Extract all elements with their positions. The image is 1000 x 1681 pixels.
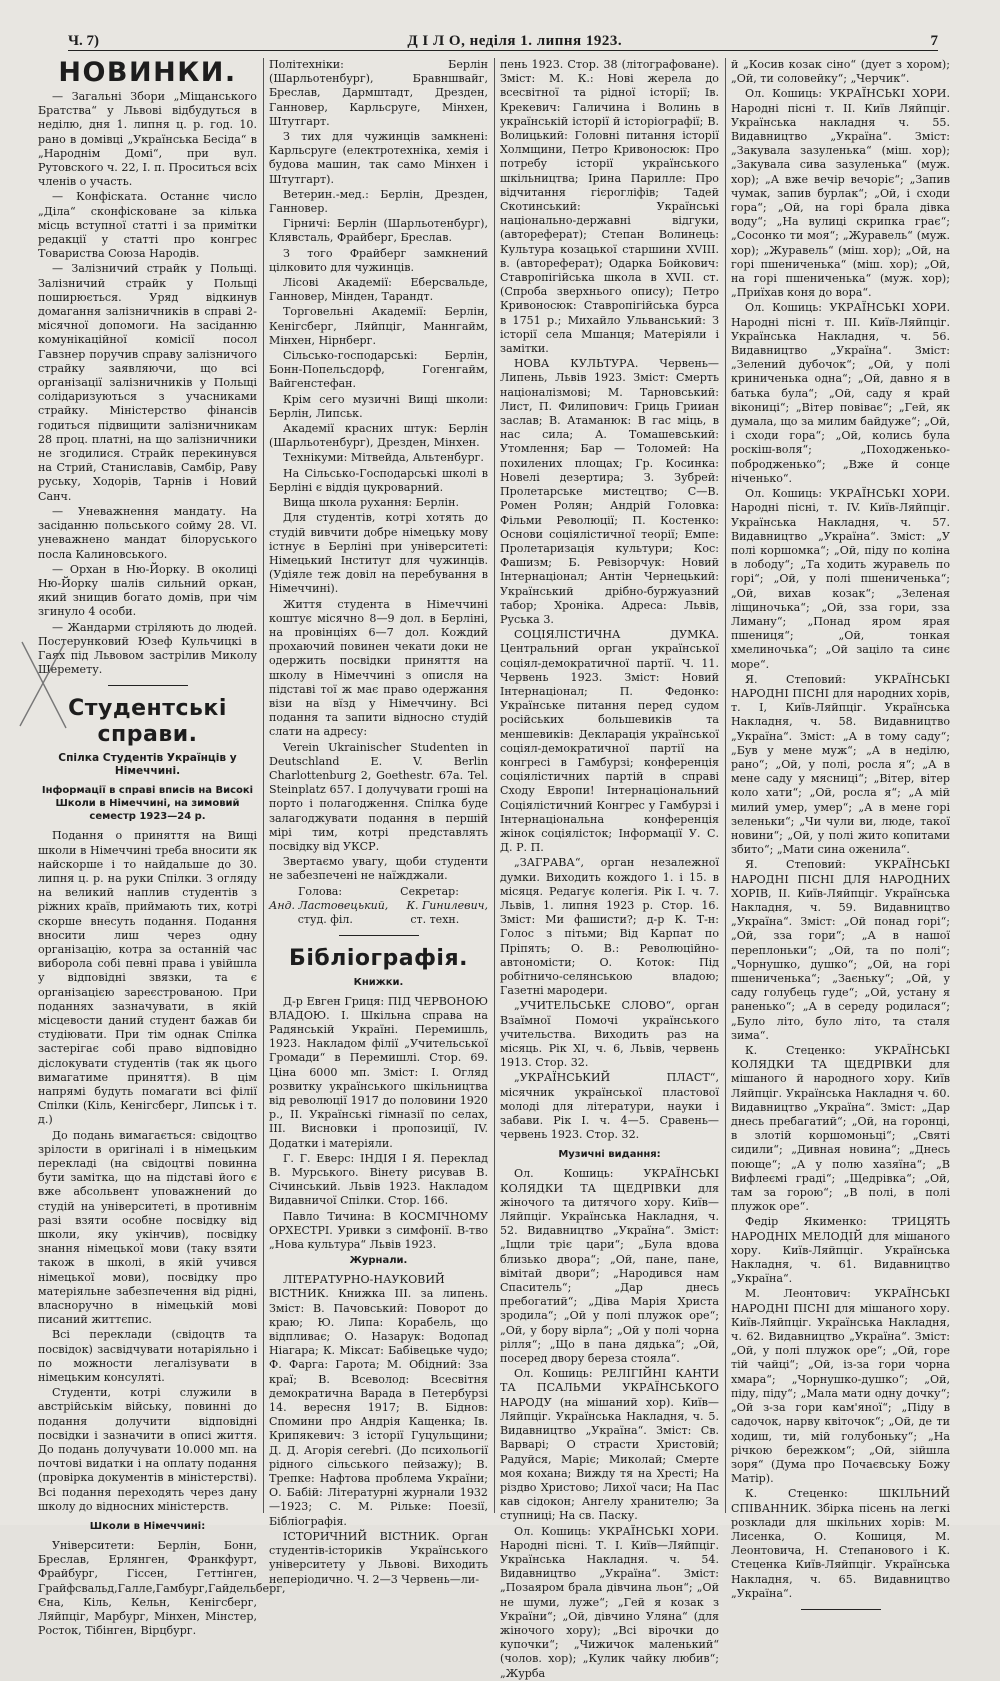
- school-list: Торговельні Академії: Берлін, Кенігсберг, Ляйпціг, Маннгайм, Мінхен, Нірнберг.: [269, 305, 488, 347]
- newspaper-title-date: Д І Л О, неділя 1. липня 1923.: [407, 33, 623, 49]
- signature-title: Голова:: [298, 884, 343, 898]
- music-entry: К. Стеценко: УКРАЇНСЬКІ КОЛЯДКИ ТА ЩЕДРІВКИ для мішаного й народного хору. Київ Ляйпціг. Українська Накладня ч. 60. Видавництво „Україна“. Зміст: „Дар днесь пребагатий“; „Ой, на горонці, в злотій коршомоньці“; „Святі сидили“; „Дивная новина“; „Днесь поюще“; „А у полю хазяїна“; „В Вифлеємі граді“; „Щедрівка“; „Ой, там за горою“; „В полі, в полі плужок оре“.: [731, 1044, 950, 1214]
- article-paragraph: Життя студента в Німеччині коштує місячно 8—9 дол. в Берліні, на провінціях 6—7 дол. Кождий прохаючий повинен чекати доки не одержить посвідки приняття на школу в Німеччині з описля на підставі тої ж має право одержання візи на вїзд у Німеччину. Всі подання та запити відносно студій слати на адресу:: [269, 597, 488, 739]
- news-item: — Жандарми стріляють до людей. Постерунковий Юзеф Кульчицкі в Гаях під Львовом застрілив Миколу Шеремету.: [38, 620, 257, 677]
- news-item: — Орхан в Ню-Йорку. В околиці Ню-Йорку шалів сильний оркан, який знищив богато домів, при чім згинуло 4 особи.: [38, 562, 257, 619]
- signature-role: студ. філ.: [297, 912, 353, 926]
- music-entry: Ол. Кошиць: УКРАЇНСЬКІ ХОРИ. Народні пісні, т. IV. Київ-Ляйпціг. Українська Накладня, ч. 57. Видавництво „Україна“. Зміст: „У полі коршомка“; „Ой, піду по коліна в лободу“; „Та ходить журавель по горі“; „Ой, у полі пшениченька“; „Ой, вихав козак“; „Зеленая ліщиночька“; „Ой, зза гори, зза Лиману“; „Понад яром ярая пшениця“; „Ой, тонкая хмелиночька“; „Ой заціло та синє море“.: [731, 487, 950, 671]
- signature-row: [269, 885, 488, 899]
- article-paragraph: Студенти, котрі служили в австрійськім війську, повинні до подання долучити відповідні посвідки і зазначити в описі життя. До подань долучувати 10.000 мп. на почтові видатки і на оплату подання (провірка документів в міністерстві). Всі подання переходять через данy школу до відносних міністерств.: [38, 1386, 257, 1513]
- students-heading: Студентські справи.: [68, 696, 227, 748]
- article-paragraph: Звертаємо увагу, щоби студенти не забезпечені не наїжджали.: [269, 855, 488, 883]
- school-list: На Сільсько-Господарські школі в Берліні є віддія цукроварний.: [269, 466, 488, 494]
- article-paragraph: Для студентів, котрі хотять до студій вивчити добре німецьку мову істнує в Берліні при університеті: Німецький Інститут для чужинців. (Удіяле теж довіл на перебування в Німеччині).: [269, 511, 488, 596]
- signature-row: [269, 913, 488, 927]
- book-entry: Павло Тичина: В КОСМІЧНОМУ ОРХЕСТРІ. Уривки з симфонії. В-тво „Нова культура“ Львів 1923.: [269, 1209, 488, 1252]
- music-subheading: Музичні видання:: [558, 1149, 661, 1161]
- column-4: [731, 58, 950, 1600]
- address-block: Verein Ukrainischer Studenten in Deutschland E. V. Berlin Charlottenburg 2, Goethestr. 67a. Tel. Steinplatz 657. І долучувати гроші на порто і полагодження. Спілка буде залагоджувати подання в першій мірі тим, котрі представлять посвідку від УКСР.: [269, 740, 488, 853]
- school-list: Технікуми: Мітвейда, Альтенбург.: [283, 451, 484, 465]
- section-divider: [339, 935, 419, 936]
- school-list: Вища школа рухання: Берлін.: [283, 496, 459, 510]
- section-divider: [801, 1609, 881, 1610]
- music-entry: Я. Степовий: УКРАЇНСЬКІ НАРОДНІ ПІСНІ для народних хорів, т. І, Київ-Ляйпціг. Українська Накладня, ч. 58. Видавництво „Україна“. Зміст: „А в тому саду“; „Був у мене муж“; „А в неділю, рано“; „Ой, у полі, росла я“; „А в мене саду у мясниці“; „Вітер, вітер коло хати“; „Ой, росла я“; „А мій милий умер, умер“; „А в мене горі зеленьки“; „Чи чули ви, люде, такої новини“; „Ой, у полі жито копитами збито“; „Мати сина оженила“.: [731, 672, 950, 857]
- music-entry: Я. Степовий: УКРАЇНСЬКІ НАРОДНІ ПІСНІ ДЛЯ НАРОДНИХ ХОРІВ, ІІ. Київ-Ляйпціг. Українська Накладня, ч. 59. Видавництво „Україна“. Зміст: „Ой понад горі“; „Ой, зза гори“; „А в нашої переплоньки“; „Ой, та по полі“; „Чорнушко, душко“; „Ой, на горі пшениченька“; „Заєньку“; „Ой, у саду голубець гуде“; „Ой, устану я раненько“; „А в середу родилася“; „Було літо, було літо, та сталя зима“.: [731, 858, 950, 1042]
- journals-subheading: Журнали.: [349, 1255, 408, 1267]
- signature-title: Секретар:: [400, 884, 459, 898]
- school-list: Ветерин.-мед.: Берлін, Дрезден, Ганновер.: [269, 187, 488, 216]
- music-entry: Ол. Кошиць: УКРАЇНСЬКІ КОЛЯДКИ ТА ЩЕДРІВКИ для жіночого та дитячого хору. Київ—Ляйпціг. Українська Накладня, ч. 52. Видавництво „Україна“. Зміст: „Іщли трiє цари“; „Була вдова близько двора“; „Ой, пане, пане, вімітай двори“; „Народився нам Спаситель“; „Дар днесь пребогатий“; „Діва Марія Христа зродила“; „Ой у полі плужок оре“; „Ой, у бору вірла“; „Ой у полі чорна рілля“; „Що в пана дядька“; „Ой, посеред двору береза стояла“.: [500, 1167, 719, 1366]
- journal-entry: „ЗАГРАВА“, орган незалежної думки. Виходить кождого 1. і 15. в місяця. Редагує колегія. Рік І. ч. 7. Львів, 1. липня 1923 р. Стор. 16. Зміст: Ми фашисти?; д-р К. Т-н: Голос з пітьми; Від Карпат по Пріпять; О. В.: Революційно-автономісти; О. Коток: Під робітничо-селянською владою; Газетні мародери.: [500, 856, 719, 998]
- music-entry: М. Леонтович: УКРАЇНСЬКІ НАРОДНІ ПІСНІ для мішаного хору. Київ-Ляйпціг. Українська Накладня, ч. 62. Видавництво „Україна“. Зміст: „Ой, у полі плужок оре“; „Ой, горе тій чайці“; „Ой, із-за гори чорна хмара“; „Чорнушко-душко“; „Ой, піду, піду“; „Мала мати одну дочку“; „Ой з-за гори кам'яної“; „Піду в садочок, нарву квіточок“; „Ой, де ти ходиш, ти, мій голубоньку“; „На річкою бережком“; „Ой, зійшла зоря“ (Дума про Почаєвську Божу Матір).: [731, 1287, 950, 1486]
- journal-entry: пень 1923. Стор. 38 (літографоване). Зміст: М. К.: Нові жерела до всесвітної та рідної історії; Ів. Крекевич: Галичина і Волинь в українській історії й історіографії; В. Волицький: Головні питання історії Холмщини, Петро Кривоносюк: Про потребу історії українського шкільництва; Ірина Парилле: Про відчитання гієрогліфів; Тадей Скотинський: Українські національно-державні відгуки, (автореферат); Степан Волинець: Культура козацької старшини XVIII. в. (автореферат); Одарка Бойкович: Ставропігійська школа в XVII. ст. (Спроба зверхнього опису); Петро Кривоносюк: Ставропігійська бурса в 1751 р.; Михайло Ульванський: З історії села Мшанця; Матеріяли і замітки.: [500, 58, 719, 356]
- pencil-x-mark-icon: [14, 636, 74, 736]
- school-list: Лісові Академії: Еберсвальде, Ганновер, Мінден, Тарандт.: [269, 276, 488, 304]
- news-item: — Загальні Збори „Міщанського Братства“ у Львові відбудуться в неділю, дня 1. липня ц. р. год. 10. рано в домівці „Українська Бесіда“ в „Народнім Домі“, при вул. Рутовского ч. 22, І. п. Проситься всіх членів о участь.: [38, 90, 257, 189]
- article-paragraph: Подання о приняття на Вищі школи в Німеччині треба вносити як найскорше і то найдальше до 30. липня ц. р. на руки Спілки. З огляду на великий наплив студентів з ріжних країв, приймають тих, котрі скорше внесуть подання. Подання вносити лиш через одну організацію, котра за останній час виборола собі певні права і увійшла у відповідні звязки, та є організацією зареєстрованою. При поданнях зазначувати, в якій місцевости даний студент бажав би студіювати. При тім однак Спілка застерігає собі право відповідно діслокувати студентів (так як цього вимагатиме приняття). В цім напрямі будуть помагати всі філії Спілки (Кіль, Кенігсберг, Липськ і т. д.): [38, 829, 257, 1127]
- article-paragraph: Всі переклади (свідоцтв та посвідок) засвідчувати нотаріяльно і по можности легалізувати в німецьким консуляті.: [38, 1328, 257, 1385]
- music-entry: й „Косив козак сіно“ (дует з хором); „Ой, ти соловейку“; „Черчик“.: [731, 58, 950, 86]
- signature-name: Анд. Ластовецький,: [269, 898, 389, 912]
- column-2: [269, 58, 488, 1586]
- masthead: [68, 28, 938, 51]
- columns: [38, 57, 950, 1680]
- news-heading: НОВИНКИ.: [58, 57, 237, 88]
- page-number: 7: [930, 33, 938, 49]
- journal-entry: „УКРАЇНСЬКИЙ ПЛАСТ“, місячник української пластової молоді для літератури, науки і забави. Рік І. ч. 4—5. Сравень—червень 1923. Стор. 32.: [500, 1071, 719, 1142]
- news-item: — Конфіската. Останнє число „Діла“ сконфісковане за кілька місць вступної статті і за примітки редакції у статті про конгрес Товариства Союза Народів.: [38, 190, 257, 261]
- bibliography-heading: Бібліографія.: [289, 945, 468, 971]
- music-entry: Ол. Кошиць: УКРАЇНСЬКІ ХОРИ. Народні пісні. Т. І. Київ—Ляйпціг. Українська Накладня. ч. 54. Видавництво „Україна“. Зміст: „Позаяром брала дівчина льон“; „Ой не шуми, луже“; „Гей я козак з України“; „Ой, дівчино Уляна“ (для жіночого хору); „Всі вірочки до купочки“; „Чижичок маленький“ (чолов. хор); „Кулик чайку любив“; „Журба: [500, 1524, 719, 1680]
- issue-number: Ч. 7): [68, 33, 100, 49]
- column-3: [500, 58, 719, 1680]
- school-list: Гірничі: Берлін (Шарльотенбург), Клявсталь, Фрайберг, Бреслав.: [269, 217, 488, 245]
- journal-entry: ЛІТЕРАТУРНО-НАУКОВИЙ ВІСТНИК. Книжка ІІІ. за липень. Зміст: В. Пачовський: Поворот до краю; Ю. Липа: Корабель, що відпливає; О. Назарук: Водопад Ніагара; К. Міксат: Бабівецьке чудо; Ф. Фарга: Гарота; М. Обідний: Зза краї; В. Всеволод: Всесвітня демократична Варада в Петербурзі 14. вересня 1917; В. Біднов: Спомини про Андрія Кащенка; Ів. Крипякевич: З історії Гуцульщини; Д. Д. Агорія cerebri. (До психольогії рідного сільського пейзажу); В. Трепке: Нафтова проблема України; О. Бабій: Літературні журнали 1932—1923; С. М. Рільке: Поезії, Бібліографія.: [269, 1273, 488, 1528]
- journal-entry: СОЦІЯЛІСТИЧНА ДУМКА. Центральний орган української соціял-демократичної партії. Ч. 11. Червень 1923. Зміст: Новий Інтернаціонал; П. Федонко: Українське питання перед судом російських большевиків та меншевиків: Декларація української соціял-демократичної партії на конгресі в Гамбурзі; конференція соціялістичних партій в справі Сходу Европи! Інтернаціональний Соціялістичний Конгрес у Гамбурзі і Інтернаціональна конференція жінок соціялісток; Інформації У. С. Д. Р. П.: [500, 628, 719, 855]
- signature-row: [269, 899, 488, 913]
- music-entry: Федір Якименко: ТРИЦЯТЬ НАРОДНІХ МЕЛОДІЙ для мішаного хору. Київ-Ляйпціг. Українська Накладня, ч. 61. Видавництво „Україна“.: [731, 1215, 950, 1286]
- info-subheading: Інформації в справі вписів на Високі Школи в Німеччині, на зимовий семестр 1923—24 р.: [41, 785, 254, 823]
- school-list: З того Фрайберг замкнений цілковито для чужинців.: [269, 246, 488, 274]
- book-entry: Д-р Евген Гриця: ПІД ЧЕРВОНОЮ ВЛАДОЮ. І. Шкільна справа на Радянській Україні. Перемишль, 1923. Накладом філії „Учительської Громади“ в Перемишлі. Стор. 69. Ціна 6000 мп. Зміст: І. Огляд розвитку українського шкільництва від революції 1917 до половини 1920 р., ІІ. Українські гімназії по селах, ІІІ. Висновки і пропозиції, IV. Додатки і матеріяли.: [269, 994, 488, 1150]
- article-paragraph: Університети: Берлін, Бонн, Бреслав, Ерлянген, Франкфурт, Фрайбург, Гіссен, Геттінген, Грайфсвальд,Галле,Гамбург,Гайдельберг, Єна, Кіль, Кельн, Кенігсберг, Ляйпціг, Марбург, Мінхен, Мінстер, Росток, Тібінген, Вірцбург.: [38, 1539, 286, 1638]
- journal-entry: ІСТОРИЧНИЙ ВІСТНИК. Орган студентів-істориків Українського університету у Львові. Виходить неперіодично. Ч. 2—3 Червень—ли-: [269, 1529, 488, 1586]
- school-list: Сільсько-господарські: Берлін, Бонн-Попельсдорф, Гогенгайм, Вайгенстефан.: [269, 349, 488, 391]
- column-1: [38, 57, 286, 1638]
- signature-role: ст. техн.: [410, 912, 460, 926]
- school-list: Академії красних штук: Берлін (Шарльотенбург), Дрезден, Мінхен.: [269, 422, 488, 450]
- school-list: Крім сего музичні Вищі школи: Берлін, Липськ.: [269, 392, 488, 420]
- union-subheading: Спілка Студентів Українців у Німеччині.: [58, 752, 237, 778]
- music-entry: Ол. Кошиць: УКРАЇНСЬКІ ХОРИ. Народні пісні т. ІІ. Київ Ляйпціг. Українська накладня ч. 55. Видавництво „Україна“. Зміст: „Закувала зазуленька“ (міш. хор); „Закувала сива зазуленька“ (муж. хор); „А вже вечір вечоріє“; „Запив чумак, запив бурлак“; „Ой, і сходи гора“; „Ой, на горі брала дівка воду“; „На вулиці скрипка грає“; „Сосонко ти моя“; „Журавель“ (муж. хор); „Журавель“ (міш. хор); „Ой, на горі пшениченька“ (міш. хор); „Ой, на горі пшениченька“ (муж. хор); „Приїхав коня до вора“.: [731, 87, 950, 300]
- music-entry: К. Стеценко: ШКІЛЬНИЙ СПІВАННИК. Збірка пісень на легкі розклади для шкільних хорів: М. Лисенка, О. Кошиця, М. Леонтовича, Н. Степанового і К. Стеценка Київ-Ляйпціг. Українська Накладня, ч. 65. Видавництво „Україна“.: [731, 1487, 950, 1600]
- article-paragraph: До подань вимагається: свідоцтво зрілости в оригіналі і в німецьким перекладі (на свідоцтві повинна бути замітка, що на підставі його є вже абсольвент уповажнений до студій на університеті, в противнім разі взяти особне посвідку від школи, яку укінчив), посвідку знання німецької мови (таку взяти також в школі, в якій учився німецької мови), посвідку про матеріяльне забезпечення від рідні, власноручно в німецькій мові писаний життєпис.: [38, 1128, 257, 1327]
- music-entry: Ол. Кошиць: РЕЛІГІЙНІ КАНТИ ТА ПСАЛЬМИ УКРАЇНСЬКОГО НАРОДУ (на мішаний хор). Київ—Ляйпціг. Українська Накладня, ч. 5. Видавництво „Україна“. Зміст: Св. Варварі; О страсти Христовій; Радуйся, Маріє; Миколай; Смерте моя кохана; Вижду тя на Хресті; На різдво Христово; Лихої часи; На Пас кав сідокон; Ангелу хранителю; За ступниці; На св. Паску.: [500, 1367, 719, 1523]
- book-entry: Г. Г. Еверс: ІНДІЯ І Я. Переклад В. Мурського. Вінету рисував В. Січинський. Львів 1923. Накладом Видавничої Спілки. Стор. 166.: [269, 1151, 488, 1208]
- signature-name: К. Гинилевич,: [406, 898, 488, 912]
- journal-entry: „УЧИТЕЛЬСЬКЕ СЛОВО“, орган Взаїмної Помочі українського учительства. Виходить раз на місяць. Рік XI, ч. 6, Львів, червень 1913. Стор. 32.: [500, 999, 719, 1070]
- journal-entry: НОВА КУЛЬТУРА. Червень—Липень, Львів 1923. Зміст: Смерть націоналізмові; М. Тарновський: Лист, П. Филипович: Гриць Грииан заслав; В. Атаманюк: В гас міць, в нас сила; А. Томашевський: Утомлення; Бар — Толомей: На похилених площах; Гр. Косинка: Новелі дезертира; З. Зубрей: Пролетарське мистецтво; С—В. Ромен Ролян; Андрій Головка: Фільми Революції; П. Костенко: Основи соціялістичної теорії; Емпе: Пролетаризація культури; Кос: Фашизм; Б. Ревізорчук: Новий Інтернаціонал; Антін Чернецький: Український дрібно-буржуазний табор; Хроніка. Адреса: Львів, Руська 3.: [500, 357, 719, 626]
- schools-subheading: Школи в Німеччині:: [89, 1521, 206, 1533]
- news-item: — Уневажнення мандату. На засіданню польського сойму 28. VI. уневажнено мандат білоруського посла Калиновського.: [38, 504, 257, 561]
- books-subheading: Книжки.: [353, 976, 404, 988]
- music-entry: Ол. Кошиць: УКРАЇНСЬКІ ХОРИ. Народні пісні т. ІІІ. Київ-Ляйпціг. Українська Накладня, ч. 56. Видавництво „Україна“. Зміст: „Зелений дубочок“; „Ой, у полі криниченька одна“; „Ой, давно я в батька була“; „Ой, саду я край вікониці“; „Вітер повіває“; „Гей, як думала, що за милим байдуже“; „Ой, і сходи гора“; „Ой, колись була роскіш-воля“; „Походженько-побродженько“; „Вже й сонце ніченько“.: [731, 301, 950, 485]
- section-divider: [108, 685, 188, 686]
- school-list: Політехніки: Берлін (Шарльотенбург), Бравншвайг, Бреслав, Дармштадт, Дрезден, Ганновер, Карльсруге, Мінхен, Штутгарт.: [269, 58, 488, 128]
- school-list: З тих для чужинців замкнені: Карльсруге (електротехніка, хемія і будова машин, так само Мінхен і Штутгарт).: [269, 130, 488, 186]
- news-item: — Залізничий страйк у Польщі. Залізничий страйк у Польщі поширюється. Уряд відкинув домагання залізничників в справі 2-місячної допомоги. На засіданню комунікаційної комісії посол Гавзнер поручив справу залізничого страйку заявляючи, що всі організації залізничників у Польщі солідаризуються з учасниками страйку. Міністерство фінансів годиться підвищити залізничникам 28 проц. платні, на що залізничники не згодилися. Страйк перекинувся на Стрий, Станиславів, Самбір, Раву руську, Ходорів, Тарнів і Новий Санч.: [38, 262, 257, 503]
